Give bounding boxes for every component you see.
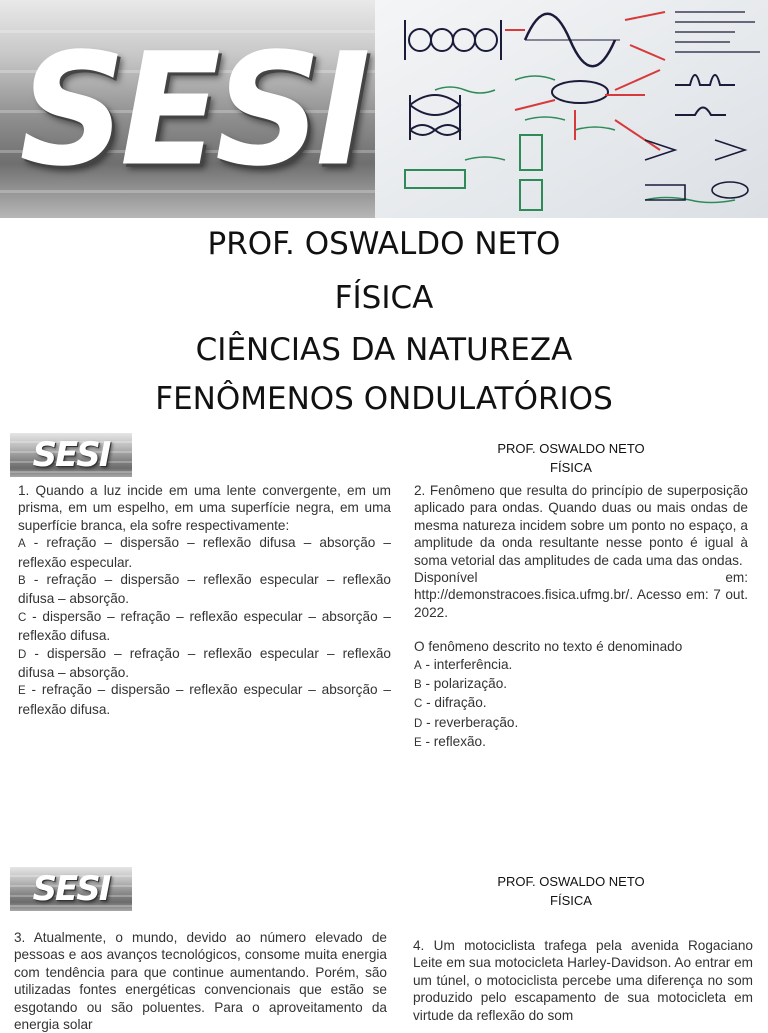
waves-mindmap-photo xyxy=(375,0,768,218)
q2-option-e: E - reflexão. xyxy=(414,734,486,750)
question-2-source: Disponível em: xyxy=(414,570,748,586)
question-2 xyxy=(414,482,748,753)
q1-option-b: B - refração – dispersão – reflexão especular – reflexão difusa – absorção. xyxy=(18,572,391,607)
title-subject: FÍSICA xyxy=(334,280,434,316)
header-banner xyxy=(0,0,768,218)
sesi-small-logo-text: SESI xyxy=(32,435,110,475)
question-3 xyxy=(14,929,387,1033)
sesi-logo xyxy=(0,0,375,218)
question-2-stem: 2. Fenômeno que resulta do princípio de superposição aplicado para ondas. Quando duas ou mais ondas de mesma natureza incidem sobre um ponto no espaço, a amplitude da onda resultante nesse ponto é igual à soma vetorial das amplitudes de cada uma das ondas. xyxy=(414,483,748,568)
q2-option-b: B - polarização. xyxy=(414,676,508,692)
question-1-stem: 1. Quando a luz incide em uma lente convergente, em um prisma, em um espelho, em uma superfície negra, em uma superfície branca, ela sofre respectivamente: xyxy=(18,483,391,533)
question-4 xyxy=(413,937,753,1024)
q2-option-c: C - difração. xyxy=(414,695,487,711)
q2-option-d: D - reverberação. xyxy=(414,714,519,730)
q2-option-a: A - interferência. xyxy=(414,656,513,672)
title-area: CIÊNCIAS DA NATUREZA xyxy=(195,332,573,368)
title-topic: FENÔMENOS ONDULATÓRIOS xyxy=(155,381,613,417)
question-2-source-url: http://demonstracoes.fisica.ufmg.br/. Acesso em: 7 out. 2022. xyxy=(414,587,748,620)
prof-name: PROF. OSWALDO NETO xyxy=(497,441,645,456)
sesi-small-logo-text-2: SESI xyxy=(32,869,110,909)
question-3-stem: 3. Atualmente, o mundo, devido ao número elevado de pessoas e aos avanços tecnológicos, consome muita energia com tendência para que continue aumentando. Porém, são utilizadas fontes energéticas convencionais que estão se esgotando ou são poluentes. Para o aproveitamento da energia solar xyxy=(14,930,387,1033)
question-2-prompt: O fenômeno descrito no texto é denominado xyxy=(414,639,683,655)
sesi-logo-text: SESI xyxy=(19,19,365,201)
q1-option-c: C - dispersão – refração – reflexão especular – absorção – reflexão difusa. xyxy=(18,608,391,644)
q1-option-d: D - dispersão – refração – reflexão especular – reflexão difusa – absorção. xyxy=(18,645,391,681)
question-4-stem: 4. Um motociclista trafega pela avenida Rogaciano Leite em sua motocicleta Harley-Davidson. Ao entrar em um túnel, o motociclista percebe uma diferença no som produzido pelo escapamento de sua motocicleta em virtude da reflexão do som xyxy=(413,938,753,1023)
prof-name-2: PROF. OSWALDO NETO xyxy=(497,874,645,889)
sesi-small-logo xyxy=(10,433,132,477)
q1-option-a: A - refração – dispersão – reflexão difusa – absorção – reflexão especular. xyxy=(18,535,391,570)
prof-header xyxy=(451,439,691,477)
prof-header-2 xyxy=(451,872,691,910)
q1-option-e: E - refração – dispersão – reflexão especular – absorção – reflexão difusa. xyxy=(18,682,391,717)
prof-subject: FÍSICA xyxy=(550,460,592,475)
title-teacher: PROF. OSWALDO NETO xyxy=(207,226,561,262)
waves-mindmap-drawing xyxy=(375,0,768,218)
question-1 xyxy=(18,482,391,718)
prof-subject-2: FÍSICA xyxy=(550,893,592,908)
sesi-small-logo-2 xyxy=(10,867,132,911)
